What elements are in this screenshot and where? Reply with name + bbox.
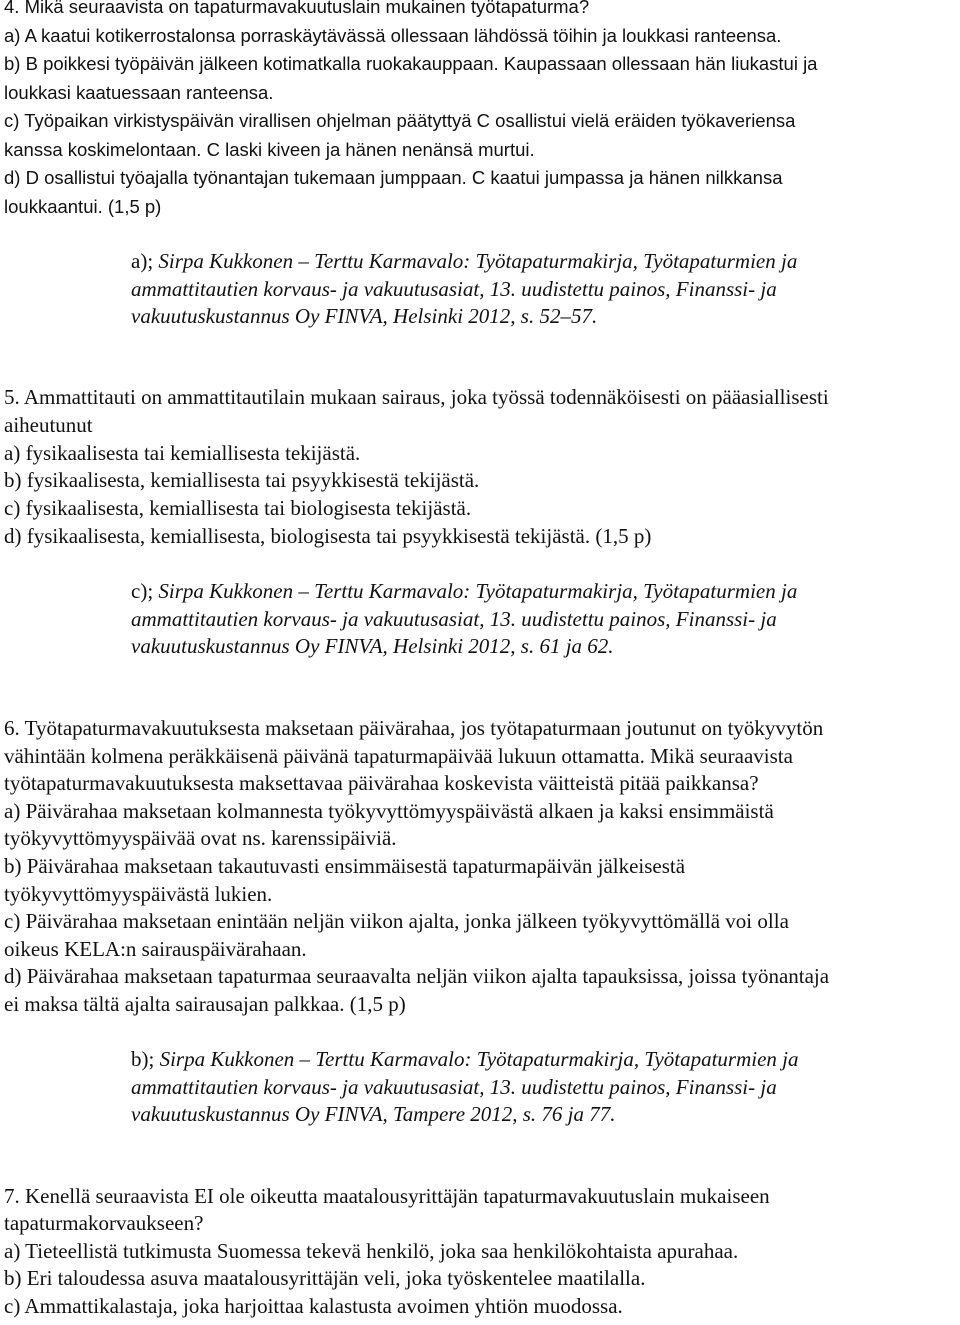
- q5-answer-line: [131, 581, 797, 602]
- answer-label: c);: [131, 579, 154, 603]
- q5-line: aiheutunut: [4, 413, 93, 437]
- answer-reference: vakuutuskustannus Oy FINVA, Tampere 2012, s. 76 ja 77.: [131, 1102, 616, 1126]
- q6-line: a) Päivärahaa maksetaan kolmannesta työkyvyttömyyspäivästä alkaen ja kaksi ensimmäistä: [4, 799, 774, 823]
- answer-reference: vakuutuskustannus Oy FINVA, Helsinki 2012, s. 61 ja 62.: [131, 634, 614, 658]
- q6-line: vähintään kolmena peräkkäisenä päivänä tapaturmapäivää lukuun ottamatta. Mikä seuraavista: [4, 744, 793, 768]
- q4-line: 4. Mikä seuraavista on tapaturmavakuutuslain mukainen työtapaturma?: [4, 0, 590, 17]
- answer-reference: ammattitautien korvaus- ja vakuutusasiat, 13. uudistettu painos, Finanssi- ja: [131, 607, 777, 631]
- q5-line: c) fysikaalisesta, kemiallisesta tai biologisesta tekijästä.: [4, 496, 472, 520]
- q5-line: b) fysikaalisesta, kemiallisesta tai psyykkisestä tekijästä.: [4, 468, 480, 492]
- q7-line: c) Ammattikalastaja, joka harjoittaa kalastusta avoimen yhtiön muodossa.: [4, 1294, 623, 1318]
- q6-line: c) Päivärahaa maksetaan enintään neljän viikon ajalta, jonka jälkeen työkyvyttömällä voi olla: [4, 909, 789, 933]
- answer-reference: ammattitautien korvaus- ja vakuutusasiat, 13. uudistettu painos, Finanssi- ja: [131, 277, 777, 301]
- q6-line: työtapaturmavakuutuksesta maksettavaa päivärahaa koskevista väitteistä pitää paikkansa?: [4, 771, 759, 795]
- q4-line: a) A kaatui kotikerrostalonsa porraskäytävässä ollessaan lähdössä töihin ja loukkasi ranteensa.: [4, 25, 782, 46]
- q4-line: loukkasi kaatuessaan ranteensa.: [4, 82, 274, 103]
- answer-reference: vakuutuskustannus Oy FINVA, Helsinki 2012, s. 52–57.: [131, 304, 598, 328]
- q7-line: b) Eri taloudessa asuva maatalousyrittäjän veli, joka työskentelee maatilalla.: [4, 1266, 646, 1290]
- q4-answer-line: [131, 306, 597, 327]
- answer-reference: ammattitautien korvaus- ja vakuutusasiat, 13. uudistettu painos, Finanssi- ja: [131, 1075, 777, 1099]
- q6-line: työkyvyttömyyspäivää ovat ns. karenssipäiviä.: [4, 826, 397, 850]
- answer-reference: Sirpa Kukkonen – Terttu Karmavalo: Työtapaturmakirja, Työtapaturmien ja: [159, 1047, 799, 1071]
- q4-line: loukkaantui. (1,5 p): [4, 196, 162, 217]
- answer-reference: Sirpa Kukkonen – Terttu Karmavalo: Työtapaturmakirja, Työtapaturmien ja: [158, 249, 798, 273]
- q6-line: ei maksa tältä ajalta sairausajan palkkaa. (1,5 p): [4, 992, 406, 1016]
- q6-line: työkyvyttömyyspäivästä lukien.: [4, 882, 273, 906]
- answer-reference: Sirpa Kukkonen – Terttu Karmavalo: Työtapaturmakirja, Työtapaturmien ja: [158, 579, 798, 603]
- q7-line: tapaturmakorvaukseen?: [4, 1211, 204, 1235]
- q5-line: 5. Ammattitauti on ammattitautilain mukaan sairaus, joka työssä todennäköisesti on pääasiallisesti: [4, 385, 829, 409]
- q5-answer-line: [131, 609, 777, 630]
- q4-answer-line: [131, 251, 797, 272]
- q6-line: oikeus KELA:n sairauspäivärahaan.: [4, 937, 307, 961]
- q4-line: c) Työpaikan virkistyspäivän virallisen ohjelman päätyttyä C osallistui vielä eräiden työkaveriensa: [4, 110, 796, 131]
- q4-line: kanssa koskimelontaan. C laski kiveen ja hänen nenänsä murtui.: [4, 139, 535, 160]
- q4-line: b) B poikkesi työpäivän jälkeen kotimatkalla ruokakauppaan. Kaupassaan ollessaan hän liukastui ja: [4, 53, 818, 74]
- q6-answer-line: [131, 1049, 799, 1070]
- q6-answer-line: [131, 1104, 616, 1125]
- q6-line: b) Päivärahaa maksetaan takautuvasti ensimmäisestä tapaturmapäivän jälkeisestä: [4, 854, 686, 878]
- q5-line: a) fysikaalisesta tai kemiallisesta tekijästä.: [4, 441, 361, 465]
- answer-label: a);: [131, 249, 154, 273]
- q6-line: d) Päivärahaa maksetaan tapaturmaa seuraavalta neljän viikon ajalta tapauksissa, joissa työnantaja: [4, 964, 830, 988]
- q7-line: 7. Kenellä seuraavista EI ole oikeutta maatalousyrittäjän tapaturmavakuutuslain mukaiseen: [4, 1184, 770, 1208]
- q6-answer-line: [131, 1077, 777, 1098]
- q5-line: d) fysikaalisesta, kemiallisesta, biologisesta tai psyykkisestä tekijästä. (1,5 p): [4, 524, 652, 548]
- q5-answer-line: [131, 636, 614, 657]
- q7-line: a) Tieteellistä tutkimusta Suomessa tekevä henkilö, joka saa henkilökohtaista apurahaa.: [4, 1239, 739, 1263]
- answer-label: b);: [131, 1047, 155, 1071]
- q4-line: d) D osallistui työajalla työnantajan tukemaan jumppaan. C kaatui jumpassa ja hänen nilkkansa: [4, 167, 783, 188]
- q6-line: 6. Työtapaturmavakuutuksesta maksetaan päivärahaa, jos työtapaturmaan joutunut on työkyvytön: [4, 716, 824, 740]
- q4-answer-line: [131, 279, 777, 300]
